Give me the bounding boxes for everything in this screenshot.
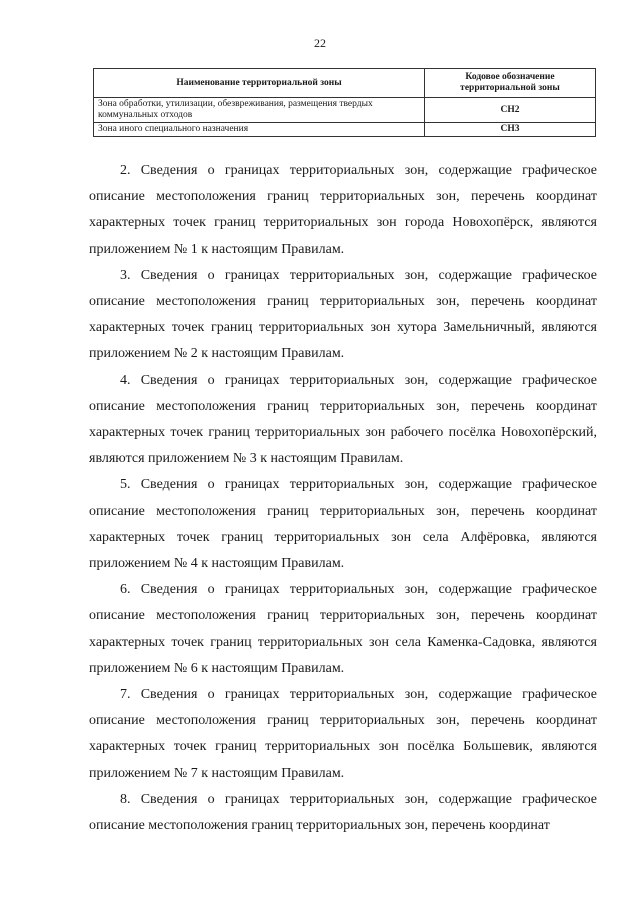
zone-code-cell: СН2: [425, 98, 596, 123]
paragraph-2: 2. Сведения о границах территориальных зон, содержащие графическое описание местоположения границ территориальных зон, перечень координат характерных точек границ территориальных зон города Новохопёрск, являются приложением № 1 к настоящим Правилам.: [89, 163, 597, 257]
paragraph-8: 8. Сведения о границах территориальных зон, содержащие графическое описание местоположения границ территориальных зон, перечень координат: [89, 791, 597, 834]
paragraph-3: 3. Сведения о границах территориальных зон, содержащие графическое описание местоположения границ территориальных зон, перечень координат характерных точек границ территориальных зон хутора Замельничный, являются приложением № 2 к настоящим Правилам.: [89, 267, 597, 362]
paragraph-7: 7. Сведения о границах территориальных зон, содержащие графическое описание местоположения границ территориальных зон, перечень координат характерных точек границ территориальных зон посёлка Большевик, являются приложением № 7 к настоящим Правилам.: [89, 687, 597, 781]
page-number: 22: [314, 36, 326, 50]
zone-code-cell: СН3: [425, 123, 596, 137]
header-zone-code: Кодовое обозначение территориальной зоны: [425, 69, 596, 98]
table-row: [94, 123, 596, 137]
paragraph-4: 4. Сведения о границах территориальных зон, содержащие графическое описание местоположения границ территориальных зон, перечень координат характерных точек границ территориальных зон рабочего посёлка Новохопёрский, являются приложением № 3 к настоящим Правилам.: [89, 372, 597, 467]
header-zone-name: Наименование территориальной зоны: [94, 69, 425, 98]
zones-table: [93, 68, 596, 137]
table-row: [94, 98, 596, 123]
paragraph-5: 5. Сведения о границах территориальных зон, содержащие графическое описание местоположения границ территориальных зон, перечень координат характерных точек границ территориальных зон села Алфёровка, являются приложением № 4 к настоящим Правилам.: [89, 477, 597, 572]
paragraph-6: 6. Сведения о границах территориальных зон, содержащие графическое описание местоположения границ территориальных зон, перечень координат характерных точек границ территориальных зон села Каменка-Садовка, являются приложением № 6 к настоящим Правилам.: [89, 582, 597, 676]
zone-name-cell: Зона обработки, утилизации, обезвреживания, размещения твердых коммунальных отходов: [94, 98, 425, 123]
table-header-row: [94, 69, 596, 98]
zone-name-cell: Зона иного специального назначения: [94, 123, 425, 137]
document-body: [89, 158, 597, 839]
